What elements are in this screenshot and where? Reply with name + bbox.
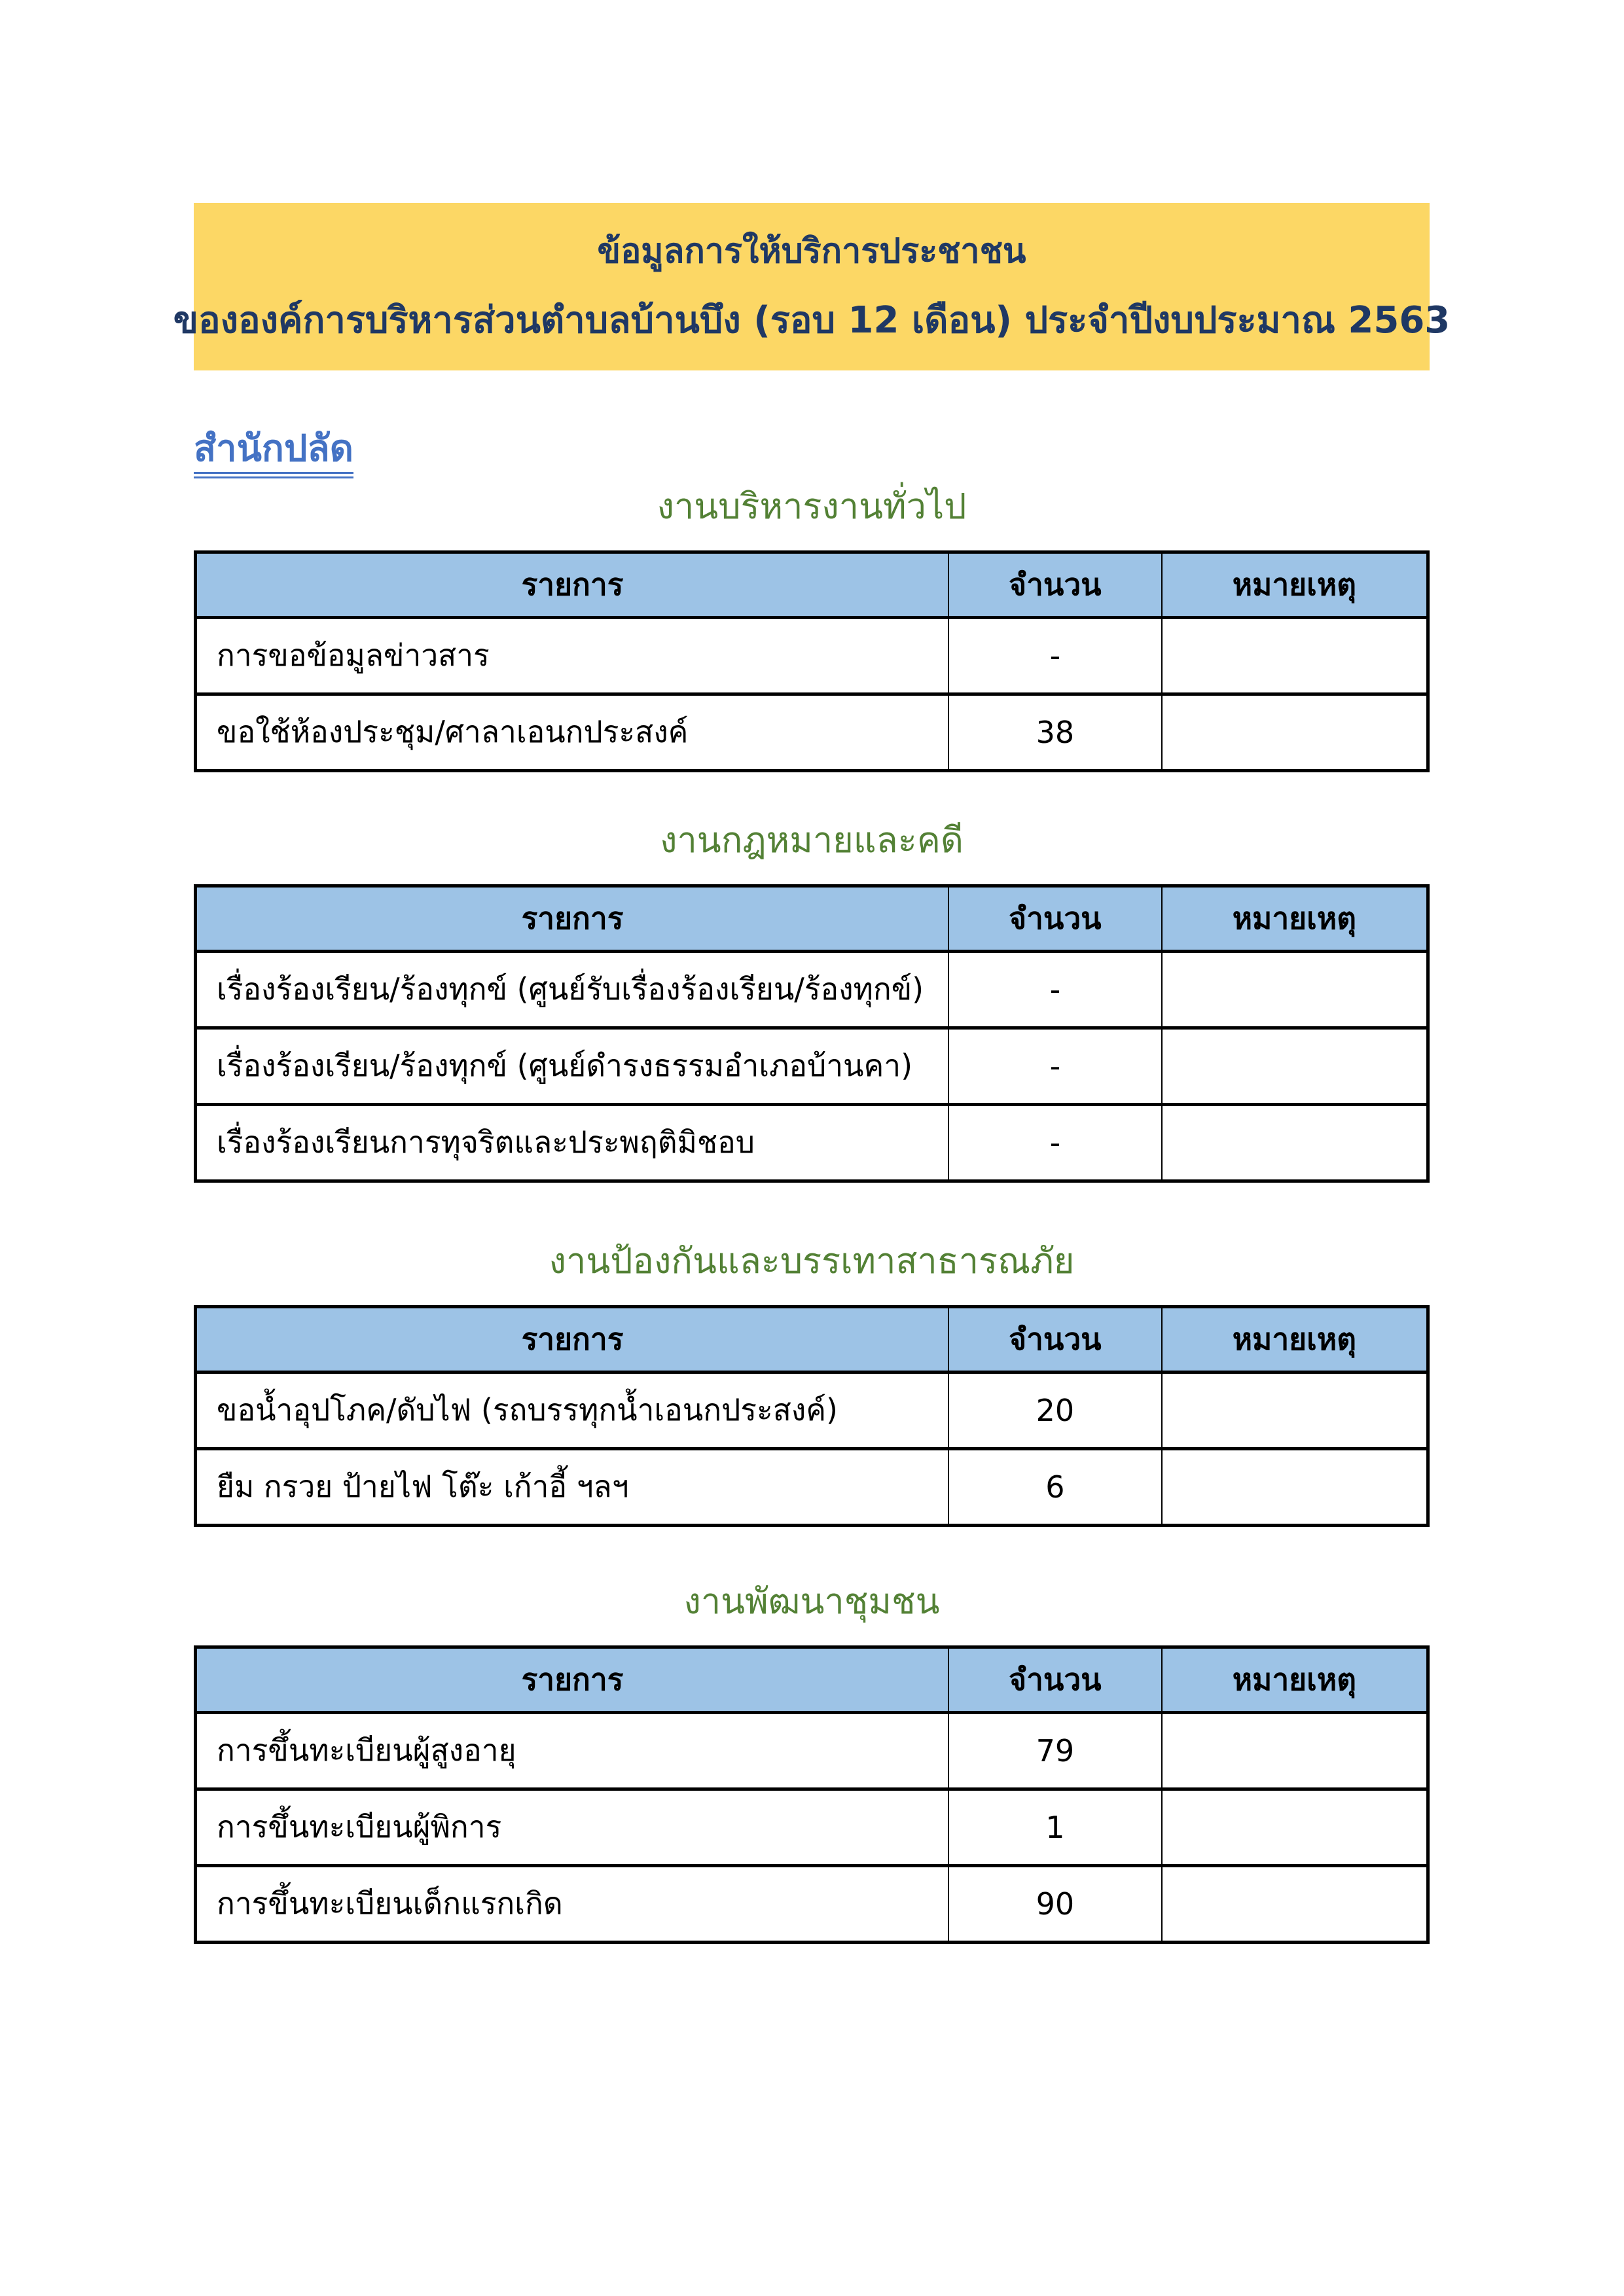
table-cell-count: - [948,951,1162,1028]
table-row [196,1789,1428,1865]
table-cell-note [1162,1448,1428,1525]
banner-title-line2: ขององค์การบริหารส่วนตำบลบ้านบึง (รอบ 12 เดือน) ประจำปีงบประมาณ 2563 [173,298,1451,342]
column-header-item: รายการ [196,1647,949,1712]
service-section [194,819,1430,1183]
table-cell-note [1162,1865,1428,1942]
table-cell-count: - [948,1028,1162,1104]
service-table [194,1305,1430,1527]
table-cell-item: เรื่องร้องเรียนการทุจริตและประพฤติมิชอบ [196,1104,949,1181]
table-cell-item: เรื่องร้องเรียน/ร้องทุกข์ (ศูนย์ดำรงธรรมอำเภอบ้านคา) [196,1028,949,1104]
table-cell-note [1162,1104,1428,1181]
column-header-item: รายการ [196,1306,949,1372]
table-cell-item: การขอข้อมูลข่าวสาร [196,617,949,694]
section-title: งานป้องกันและบรรเทาสาธารณภัย [549,1240,1075,1282]
table-cell-item: การขึ้นทะเบียนผู้พิการ [196,1789,949,1865]
section-title: งานบริหารงานทั่วไป [657,486,967,527]
table-row [196,694,1428,770]
table-cell-item: เรื่องร้องเรียน/ร้องทุกข์ (ศูนย์รับเรื่องร้องเรียน/ร้องทุกข์) [196,951,949,1028]
table-row [196,951,1428,1028]
table-header-row [196,1647,1428,1712]
table-cell-note [1162,1789,1428,1865]
column-header-count: จำนวน [948,1647,1162,1712]
table-cell-item: ขอใช้ห้องประชุม/ศาลาเอนกประสงค์ [196,694,949,770]
table-cell-count: 90 [948,1865,1162,1942]
service-section [194,1240,1430,1527]
column-header-item: รายการ [196,886,949,951]
section-title: งานกฎหมายและคดี [660,819,964,861]
column-header-note: หมายเหตุ [1162,1306,1428,1372]
table-row [196,1372,1428,1448]
service-table [194,1645,1430,1944]
table-row [196,1448,1428,1525]
table-cell-note [1162,1712,1428,1789]
table-header-row [196,1306,1428,1372]
column-header-note: หมายเหตุ [1162,552,1428,617]
sections-container [194,0,1430,2296]
column-header-note: หมายเหตุ [1162,886,1428,951]
table-cell-item: ขอน้ำอุปโภค/ดับไฟ (รถบรรทุกน้ำเอนกประสงค์) [196,1372,949,1448]
service-table [194,884,1430,1183]
table-cell-count: 38 [948,694,1162,770]
section-title: งานพัฒนาชุมชน [683,1581,940,1622]
table-row [196,617,1428,694]
table-cell-note [1162,617,1428,694]
table-cell-count: - [948,617,1162,694]
service-section [194,1581,1430,1944]
table-cell-note [1162,1028,1428,1104]
table-row [196,1865,1428,1942]
table-cell-count: - [948,1104,1162,1181]
table-cell-note [1162,951,1428,1028]
table-row [196,1028,1428,1104]
column-header-count: จำนวน [948,552,1162,617]
department-heading: สำนักปลัด [194,429,353,478]
table-cell-note [1162,1372,1428,1448]
table-cell-note [1162,694,1428,770]
table-cell-item: การขึ้นทะเบียนผู้สูงอายุ [196,1712,949,1789]
table-cell-count: 79 [948,1712,1162,1789]
table-cell-item: การขึ้นทะเบียนเด็กแรกเกิด [196,1865,949,1942]
column-header-note: หมายเหตุ [1162,1647,1428,1712]
table-header-row [196,886,1428,951]
table-header-row [196,552,1428,617]
service-section [194,486,1430,772]
table-cell-item: ยืม กรวย ป้ายไฟ โต๊ะ เก้าอี้ ฯลฯ [196,1448,949,1525]
banner-title-line1: ข้อมูลการให้บริการประชาชน [597,231,1026,271]
column-header-item: รายการ [196,552,949,617]
column-header-count: จำนวน [948,1306,1162,1372]
table-row [196,1712,1428,1789]
table-cell-count: 1 [948,1789,1162,1865]
table-cell-count: 20 [948,1372,1162,1448]
table-row [196,1104,1428,1181]
column-header-count: จำนวน [948,886,1162,951]
table-cell-count: 6 [948,1448,1162,1525]
service-table [194,550,1430,772]
